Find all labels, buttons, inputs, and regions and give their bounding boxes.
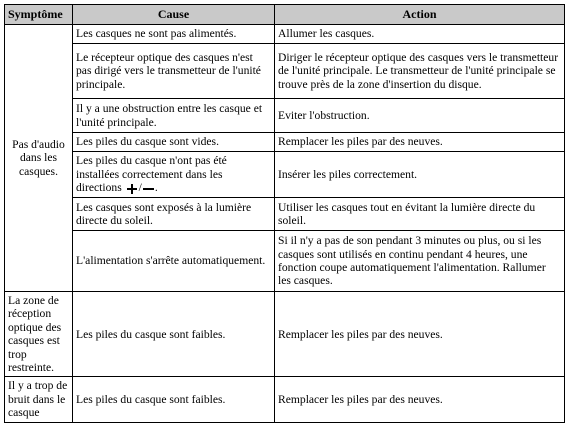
cause-cell: Les casques ne sont pas alimentés.	[73, 25, 275, 44]
cause-cell: Les piles du casque sont faibles.	[73, 377, 275, 422]
cause-cell: L'alimentation s'arrête automatiquement.	[73, 231, 275, 292]
cause-cell: Les piles du casque sont vides.	[73, 133, 275, 152]
table-row	[5, 377, 565, 422]
cause-text: Les piles du casque n'ont pas été installées correctement dans les directions	[76, 154, 227, 195]
minus-icon	[143, 188, 154, 190]
action-cell: Si il n'y a pas de son pendant 3 minutes ou plus, ou si les casques sont utilisés en continu pendant 4 heures, une fonction coupe automatiquement l'alimentation. Rallumer les casques.	[275, 231, 565, 292]
table-row	[5, 44, 565, 99]
action-cell: Remplacer les piles par des neuves.	[275, 292, 565, 377]
action-cell: Diriger le récepteur optique des casques vers le transmetteur de l'unité principale. Le transmetteur de l'unité principale se trouve près de la zone d'insertion du disque.	[275, 44, 565, 99]
troubleshooting-table	[4, 4, 565, 423]
symptom-cell: Il y a trop de bruit dans le casque	[5, 377, 73, 422]
header-cause: Cause	[73, 5, 275, 25]
cause-cell	[73, 152, 275, 198]
table-row	[5, 133, 565, 152]
symptom-cell: Pas d'audio dans les casques.	[5, 25, 73, 292]
header-action: Action	[275, 5, 565, 25]
direction-separator: /	[138, 181, 142, 195]
action-cell: Eviter l'obstruction.	[275, 99, 565, 133]
cause-cell: Les casques sont exposés à la lumière directe du soleil.	[73, 198, 275, 231]
action-cell: Insérer les piles correctement.	[275, 152, 565, 198]
symptom-cell: La zone de réception optique des casques est trop restreinte.	[5, 292, 73, 377]
plus-icon	[127, 184, 137, 194]
action-cell: Remplacer les piles par des neuves.	[275, 133, 565, 152]
table-row	[5, 292, 565, 377]
action-cell: Allumer les casques.	[275, 25, 565, 44]
action-cell: Utiliser les casques tout en évitant la lumière directe du soleil.	[275, 198, 565, 231]
action-cell: Remplacer les piles par des neuves.	[275, 377, 565, 422]
header-symptom: Symptôme	[5, 5, 73, 25]
table-row	[5, 231, 565, 292]
header-row	[5, 5, 565, 25]
cause-cell: Il y a une obstruction entre les casque et l'unité principale.	[73, 99, 275, 133]
table-row	[5, 25, 565, 44]
table-row	[5, 198, 565, 231]
cause-end: .	[154, 181, 158, 195]
troubleshooting-table-wrapper	[4, 4, 564, 423]
cause-cell: Les piles du casque sont faibles.	[73, 292, 275, 377]
table-row	[5, 99, 565, 133]
table-row	[5, 152, 565, 198]
cause-cell: Le récepteur optique des casques n'est pas dirigé vers le transmetteur de l'unité principale.	[73, 44, 275, 99]
